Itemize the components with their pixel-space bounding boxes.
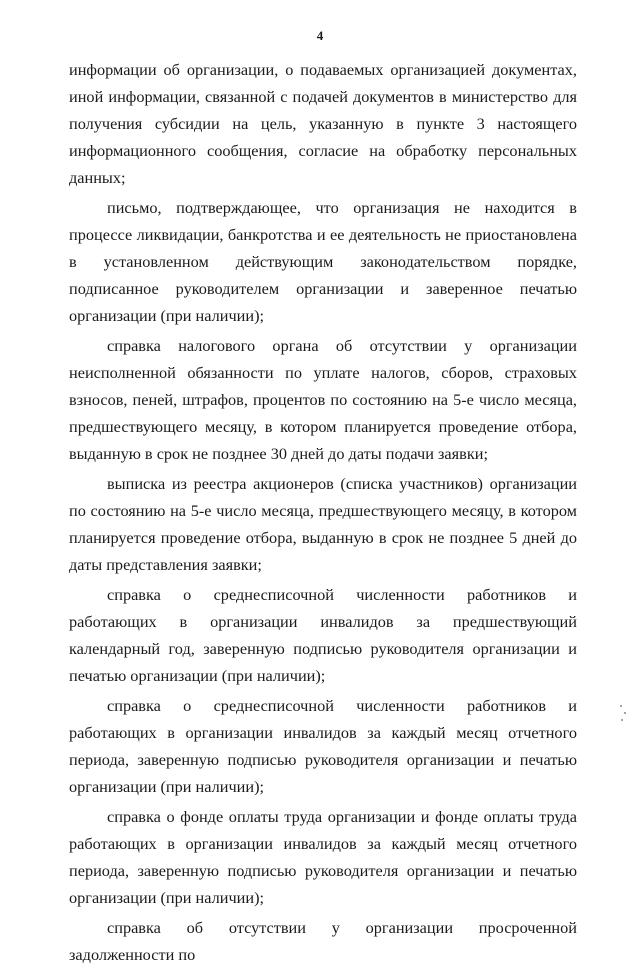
page-number: 4 (316, 28, 324, 43)
paragraph-tax-certificate: справка налогового органа об отсутствии у организации неисполненной обязанности по уплате налогов, сборов, страховых взносов, пеней, штрафов, процентов по состоянию на 5-е число месяца, предшествующего месяцу, в котором планируется проведение отбора, выданную в срок не позднее 30 дней до даты подачи заявки; (69, 336, 577, 463)
paragraph-letter: письмо, подтверждающее, что организация не находится в процессе ликвидации, банкротства и ее деятельность не приостановлена в установленном действующим законодательством порядке, подписанное руководителем организации и заверенное печатью организации (при наличии); (69, 198, 577, 325)
scan-speck (624, 712, 626, 714)
paragraph-headcount-year: справка о среднесписочной численности работников и работающих в организации инвалидов за предшествующий календарный год, заверенную подписью руководителя организации и печатью организации (при наличии); (69, 585, 577, 685)
scan-speck (620, 705, 622, 707)
paragraph-payroll-fund: справка о фонде оплаты труда организации и фонде оплаты труда работающих в организации инвалидов за каждый месяц отчетного периода, заверенную подписью руководителя организации и печатью организации (при наличии); (69, 807, 577, 907)
paragraph-headcount-month: справка о среднесписочной численности работников и работающих в организации инвалидов за каждый месяц отчетного периода, заверенную подписью руководителя организации и печатью организации (при наличии); (69, 696, 577, 796)
paragraph-debt-certificate: справка об отсутствии у организации просроченной задолженности по (69, 918, 577, 964)
paragraph-shareholder-extract: выписка из реестра акционеров (списка участников) организации по состоянию на 5-е число месяца, предшествующего месяцу, в котором планируется проведение отбора, выданную в срок не позднее 5 дней до даты представления заявки; (69, 474, 577, 574)
document-body (69, 56, 577, 971)
scan-speck (621, 719, 623, 721)
paragraph-consent: информации об организации, о подаваемых организацией документах, иной информации, связанной с подачей документов в министерство для получения субсидии на цель, указанную в пункте 3 настоящего информационного сообщения, согласие на обработку персональных данных; (69, 60, 577, 187)
